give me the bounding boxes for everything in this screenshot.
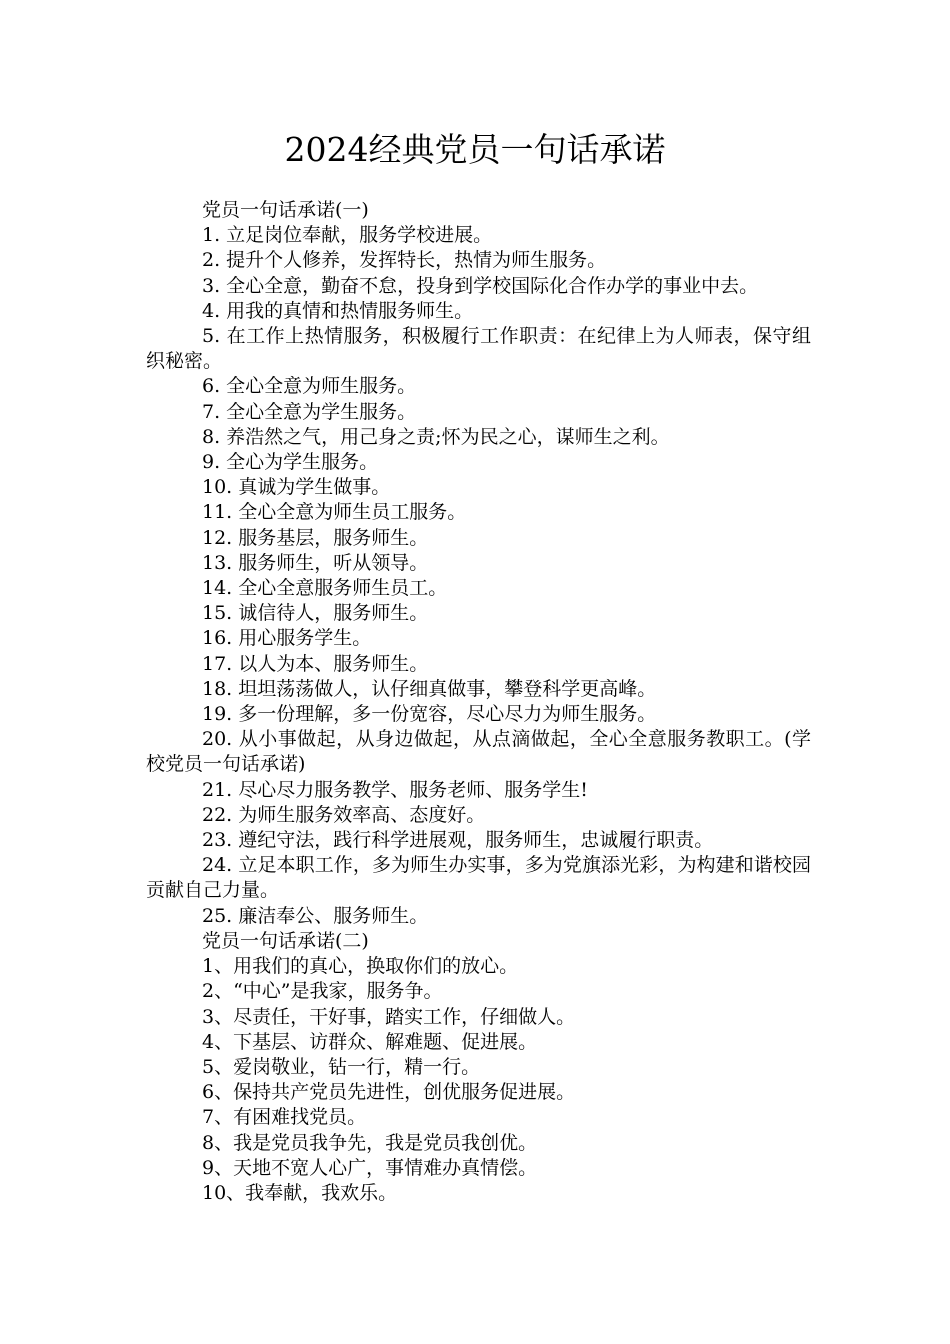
document-title: 2024经典党员一句话承诺 <box>284 130 666 169</box>
pledge-item: 20. 从小事做起，从身边做起，从点滴做起，全心全意服务教职工。(学校党员一句话承诺) <box>146 728 811 776</box>
pledge-item: 4. 用我的真情和热情服务师生。 <box>202 299 474 322</box>
pledge-item: 4、下基层、访群众、解难题、促进展。 <box>202 1030 538 1053</box>
pledge-item: 12. 服务基层，服务师生。 <box>202 526 429 549</box>
pledge-item: 6、保持共产党员先进性，创优服务促进展。 <box>202 1081 576 1104</box>
pledge-item: 24. 立足本职工作，多为师生办实事，多为党旗添光彩，为构建和谐校园贡献自己力量。 <box>146 854 811 902</box>
pledge-item: 3. 全心全意，勤奋不怠，投身到学校国际化合作办学的事业中去。 <box>202 274 759 297</box>
pledge-item: 25. 廉洁奉公、服务师生。 <box>202 904 429 927</box>
pledge-item: 2、“中心”是我家，服务争。 <box>202 980 443 1003</box>
pledge-item: 1. 立足岗位奉献，服务学校进展。 <box>202 224 493 247</box>
pledge-item: 19. 多一份理解，多一份宽容，尽心尽力为师生服务。 <box>202 703 657 726</box>
pledge-item: 5、爱岗敬业，钻一行，精一行。 <box>202 1055 481 1078</box>
pledge-item: 21. 尽心尽力服务教学、服务老师、服务学生! <box>202 778 588 801</box>
pledge-item: 17. 以人为本、服务师生。 <box>202 652 429 675</box>
pledge-item: 7、有困难找党员。 <box>202 1106 367 1129</box>
pledge-item: 13. 服务师生，听从领导。 <box>202 551 429 574</box>
pledge-item: 1、用我们的真心，换取你们的放心。 <box>202 955 519 978</box>
pledge-item: 15. 诚信待人，服务师生。 <box>202 602 429 625</box>
pledge-item: 9. 全心为学生服务。 <box>202 451 379 474</box>
pledge-item: 3、尽责任，干好事，踏实工作，仔细做人。 <box>202 1005 576 1028</box>
pledge-item: 14. 全心全意服务师生员工。 <box>202 577 448 600</box>
pledge-item: 11. 全心全意为师生员工服务。 <box>202 501 467 524</box>
document-body <box>146 198 811 1206</box>
pledge-item: 8. 养浩然之气，用己身之责;怀为民之心，谋师生之利。 <box>202 425 670 448</box>
pledge-item: 22. 为师生服务效率高、态度好。 <box>202 803 486 826</box>
section-heading-2: 党员一句话承诺(二) <box>202 929 369 952</box>
pledge-item: 10、我奉献，我欢乐。 <box>202 1181 398 1204</box>
pledge-item: 2. 提升个人修养，发挥特长，热情为师生服务。 <box>202 249 607 272</box>
pledge-item: 9、天地不宽人心广，事情难办真情偿。 <box>202 1156 538 1179</box>
pledge-item: 7. 全心全意为学生服务。 <box>202 400 417 423</box>
pledge-item: 6. 全心全意为师生服务。 <box>202 375 417 398</box>
pledge-item: 5. 在工作上热情服务，积极履行工作职责：在纪律上为人师表，保守组织秘密。 <box>146 325 811 373</box>
pledge-item: 8、我是党员我争先，我是党员我创优。 <box>202 1131 538 1154</box>
pledge-item: 18. 坦坦荡荡做人，认仔细真做事，攀登科学更高峰。 <box>202 677 657 700</box>
pledge-item: 23. 遵纪守法，践行科学进展观，服务师生，忠诚履行职责。 <box>202 829 714 852</box>
pledge-item: 10. 真诚为学生做事。 <box>202 476 391 499</box>
section-heading-1: 党员一句话承诺(一) <box>202 199 369 221</box>
pledge-item: 16. 用心服务学生。 <box>202 627 372 650</box>
